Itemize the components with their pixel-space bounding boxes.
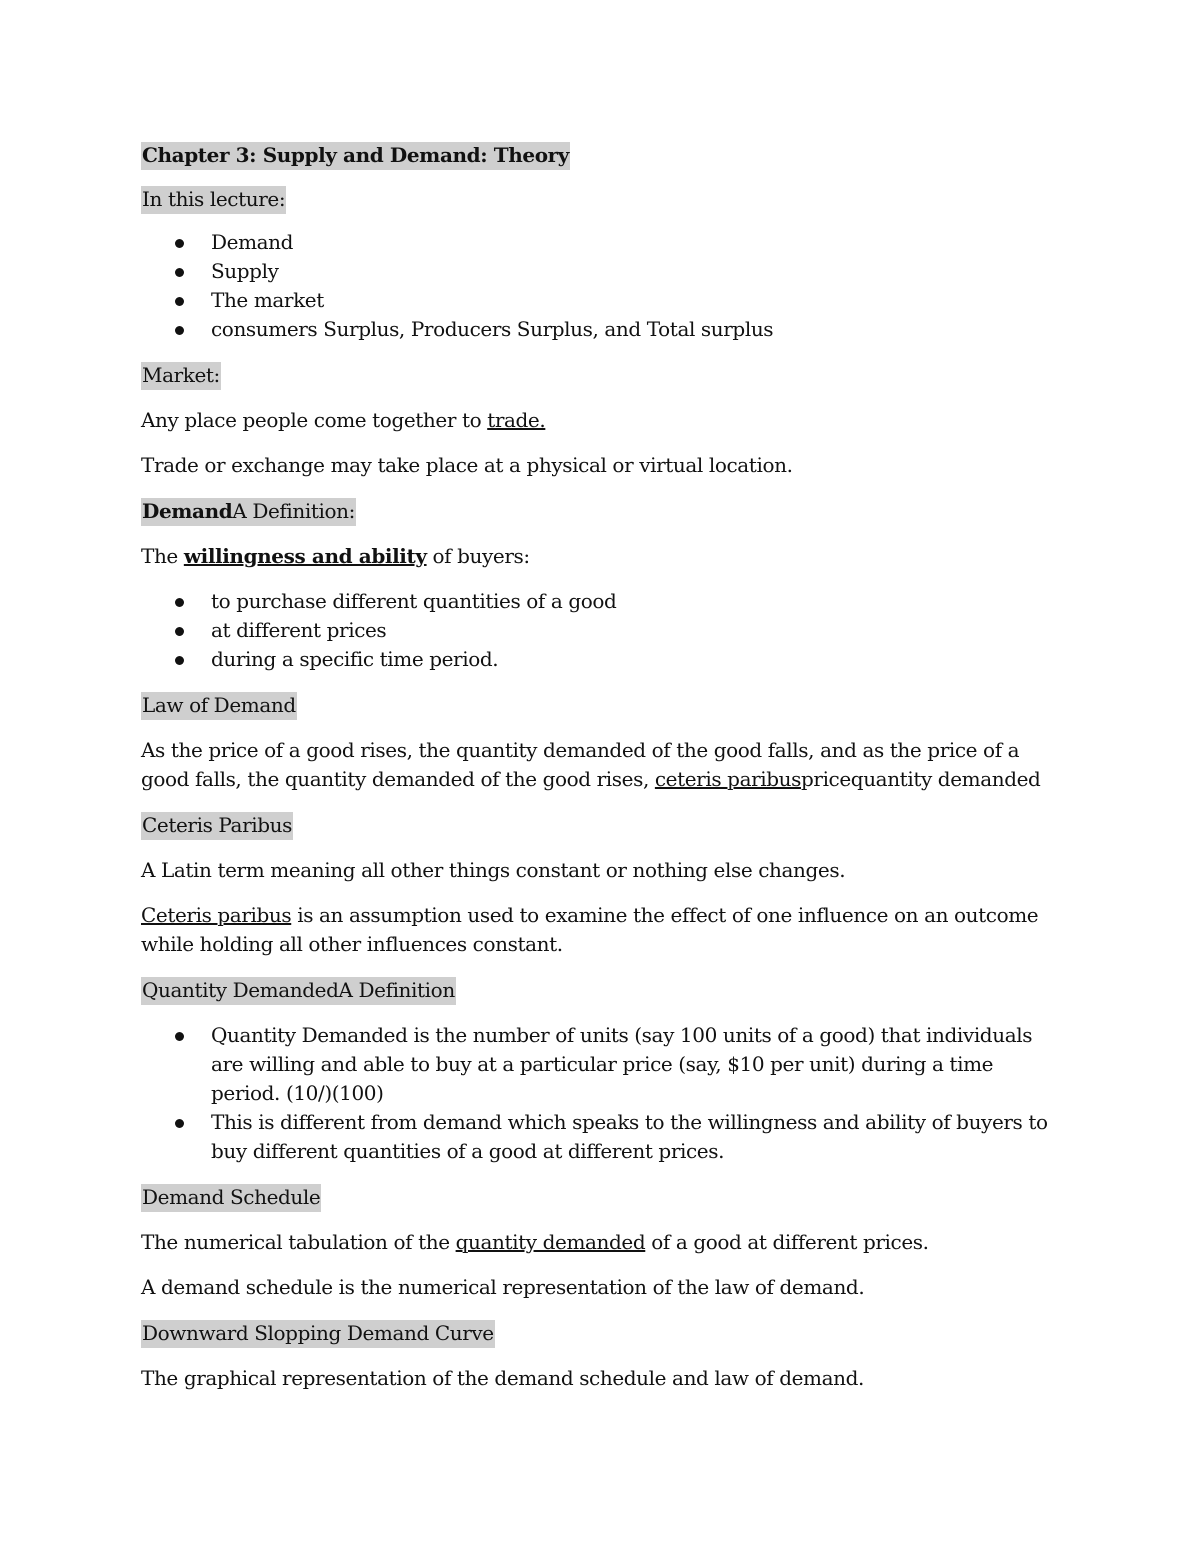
bullet-icon [175, 297, 184, 306]
chapter-title-text: Chapter 3: Supply and Demand: Theory [141, 142, 570, 170]
demand-heading-bold: Demand [142, 499, 233, 523]
trade-link[interactable]: trade. [487, 408, 546, 432]
law-text: As the price of a good rises, the quantity demanded of the good falls, and as the price of a good falls, the quantity demanded of the good rises, [141, 738, 1020, 791]
demand-schedule-paragraph-2: A demand schedule is the numerical representation of the law of demand. [141, 1275, 865, 1299]
list-item-text: consumers Surplus, Producers Surplus, and Total surplus [211, 317, 774, 341]
demand-curve-paragraph: The graphical representation of the demand schedule and law of demand. [141, 1366, 864, 1390]
demand-heading-rest: A Definition: [232, 499, 355, 523]
demand-curve-heading [141, 1318, 1061, 1348]
demand-schedule-heading-text: Demand Schedule [141, 1184, 321, 1212]
ceteris-paribus-paragraph-1: A Latin term meaning all other things constant or nothing else changes. [141, 858, 846, 882]
ceteris-paribus-text: is an assumption used to examine the effect of one influence on an outcome while holding all other influences constant. [141, 903, 1039, 956]
schedule-text-post: of a good at different prices. [645, 1230, 929, 1254]
law-text-post: pricequantity demanded [801, 767, 1041, 791]
demand-definition-list [141, 587, 1061, 674]
ceteris-paribus-paragraph-2 [141, 901, 1061, 959]
demand-schedule-heading [141, 1182, 1061, 1212]
bullet-icon [175, 326, 184, 335]
market-text: Any place people come together to [141, 408, 488, 432]
list-item-text: to purchase different quantities of a good [211, 589, 617, 613]
demand-intro [141, 542, 1061, 571]
quantity-demanded-heading [141, 975, 1061, 1005]
bullet-icon [175, 627, 184, 636]
bullet-icon [175, 268, 184, 277]
list-item-text: Demand [211, 230, 294, 254]
demand-intro-pre: The [141, 544, 184, 568]
list-item [141, 257, 1061, 286]
demand-curve-heading-text: Downward Slopping Demand Curve [141, 1320, 495, 1348]
bullet-icon [175, 1032, 184, 1041]
intro-heading-text: In this lecture: [141, 186, 286, 214]
bullet-icon [175, 1119, 184, 1128]
demand-schedule-paragraph-1 [141, 1228, 1061, 1257]
list-item [141, 1021, 1061, 1108]
ceteris-paribus-link[interactable]: ceteris paribus [654, 767, 801, 791]
list-item-text: This is different from demand which speaks to the willingness and ability of buyers to buy different quantities of a good at different prices. [211, 1110, 1048, 1163]
quantity-demanded-heading-text: Quantity DemandedA Definition [141, 977, 456, 1005]
law-of-demand-paragraph [141, 736, 1061, 794]
list-item-text: Quantity Demanded is the number of units (say 100 units of a good) that individuals are willing and able to buy at a particular price (say, $10 per unit) during a time period. (10/)(100) [211, 1023, 1033, 1105]
willingness-ability-term: willingness and ability [183, 544, 427, 568]
list-item [141, 1108, 1061, 1166]
list-item-text: at different prices [211, 618, 387, 642]
list-item [141, 645, 1061, 674]
law-of-demand-heading [141, 690, 1061, 720]
ceteris-paribus-heading-text: Ceteris Paribus [141, 812, 293, 840]
bullet-icon [175, 598, 184, 607]
market-heading [141, 360, 1061, 390]
market-heading-text: Market: [141, 362, 221, 390]
list-item-text: The market [211, 288, 324, 312]
list-item-text: during a specific time period. [211, 647, 499, 671]
quantity-demanded-list [141, 1021, 1061, 1166]
list-item [141, 587, 1061, 616]
chapter-title [141, 140, 1061, 170]
intro-heading [141, 184, 1061, 214]
list-item [141, 228, 1061, 257]
schedule-text-pre: The numerical tabulation of the [141, 1230, 456, 1254]
bullet-icon [175, 656, 184, 665]
quantity-demanded-link[interactable]: quantity demanded [455, 1230, 646, 1254]
bullet-icon [175, 239, 184, 248]
list-item [141, 315, 1061, 344]
list-item [141, 286, 1061, 315]
list-item [141, 616, 1061, 645]
document-page [141, 140, 1061, 1393]
ceteris-paribus-term-link[interactable]: Ceteris paribus [141, 903, 292, 927]
ceteris-paribus-heading [141, 810, 1061, 840]
law-of-demand-heading-text: Law of Demand [141, 692, 297, 720]
list-item-text: Supply [211, 259, 279, 283]
demand-definition-heading [141, 496, 1061, 526]
intro-list [141, 228, 1061, 344]
demand-intro-post: of buyers: [426, 544, 530, 568]
market-paragraph-2: Trade or exchange may take place at a physical or virtual location. [141, 453, 793, 477]
market-paragraph-1 [141, 406, 1061, 435]
